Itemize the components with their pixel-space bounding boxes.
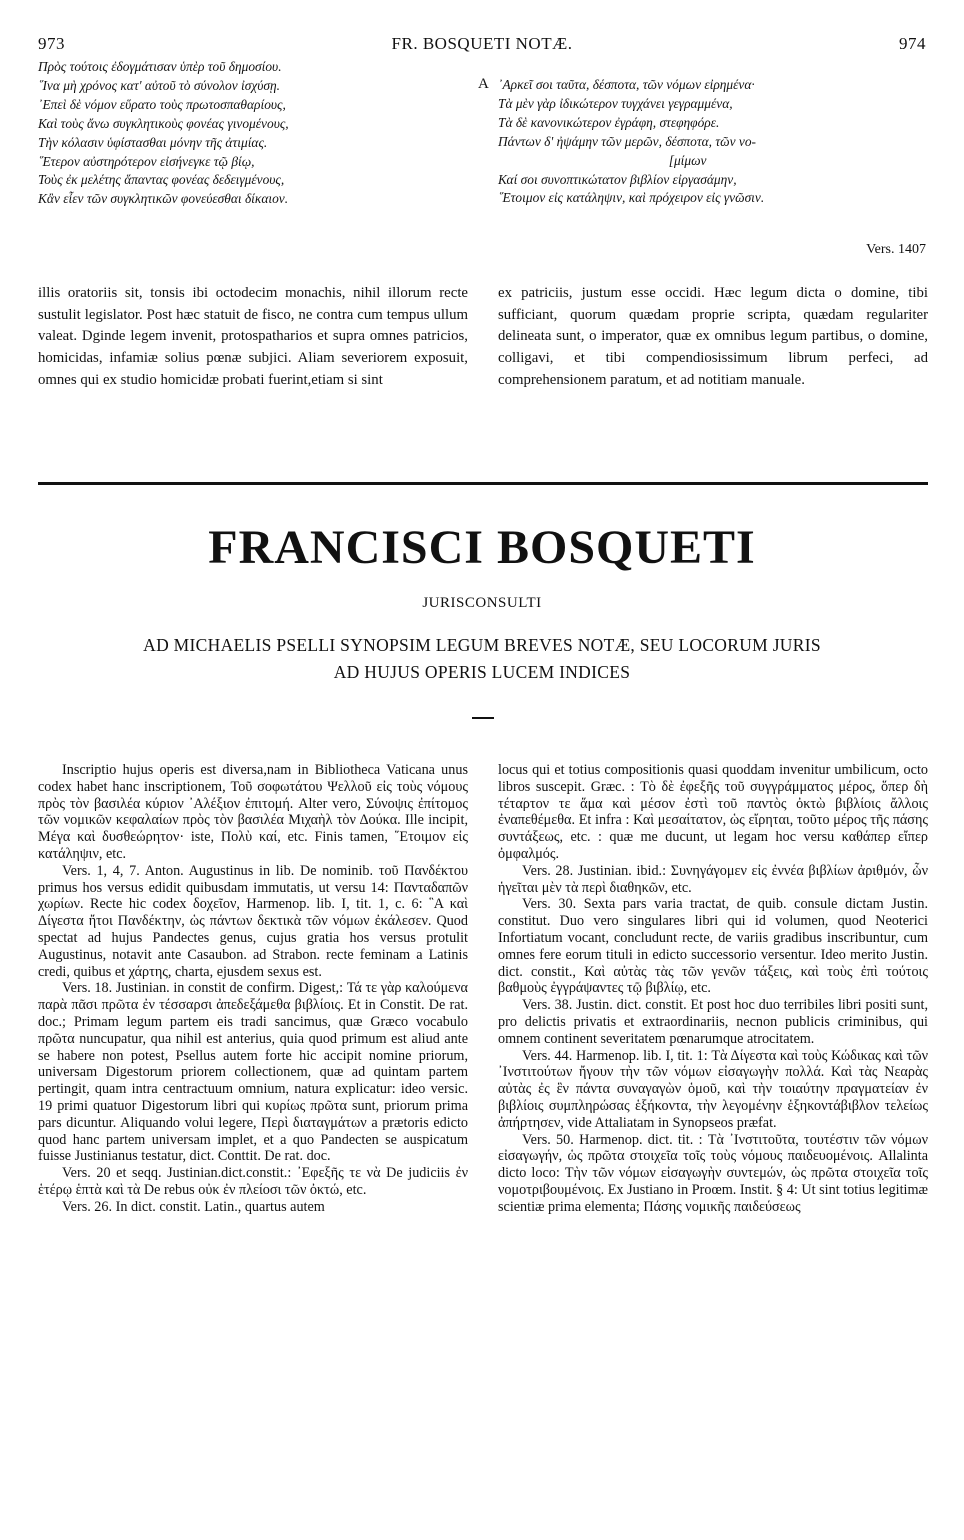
running-header: FR. BOSQUETI NOTÆ. [391, 34, 573, 53]
greek-verse-right: ᾿Αρκεῖ σοι ταῦτα, δέσποτα, τῶν νόμων εἰρημένα· Τὰ μὲν γὰρ ἰδικώτερον τυγχάνει γεγραμμένα, Τὰ δὲ κανονικώτερον ἐγράφη, στεφηφόρε. Πάντων δ' ἠψάμην τῶν μερῶν, δέσποτα, τῶν νο- [μίμων Καί σοι συνοπτικώτατον βιβλίον εἰργασάμην, ῞Ετοιμον εἰς κατάληψιν, καὶ πρόχειρον εἰς γνῶσιν. [498, 77, 765, 206]
section-divider [38, 482, 928, 485]
margin-letter-a: A [478, 76, 489, 92]
note-paragraph: Vers. 44. Harmenop. lib. I, tit. 1: Τὰ Δίγεστα καὶ τοὺς Κώδικας καὶ τῶν ᾿Ινστιτούτων ἤγουν τὴν τῶν νόμων εἰσαγωγὴν πολλά. Καὶ τὰς Νεαρὰς αὐτὰς ἐς ἓν πάντα συναγαγὼν ὁμοῦ, καὶ τὴν τοιαύτην πραγματείαν ἐν βιβλίοις συμπληρώσας ἑξήκοντα, τὴν λεγομένην ἑξηκοντάβιβλον τελείως ἀπήρτησεν, vide Attaliatam in Synopseos præfat. [498, 1047, 928, 1131]
verse-reference: Vers. 1407 [866, 242, 926, 257]
latin-translation-right: ex patriciis, justum esse occidi. Hæc legum dicta o domine, tibi sufficiant, quorum quædam proprie scripta, quædam regulariter delineata sunt, o imperator, quæ ex omnibus legum partibus, o domine, colligavi, et tibi compendiosissimum librum perfeci, ad comprehensionem paratum, et ad notitiam manuale. [498, 285, 928, 388]
note-paragraph: Vers. 50. Harmenop. dict. tit. : Τὰ ᾿Ινστιτοῦτα, τουτέστιν τῶν νόμων εἰσαγωγήν, ὡς πρῶτα στοιχεῖα τοῖς τοὺς νόμους παιδευομένοις. Allalinta dicto loco: Τὴν τῶν νόμων εἰσαγωγὴν συντεμών, ὡς πρῶτα στοιχεῖα τοῖς νομοτριβουμένοις. Ex Justiano in Proœm. Instit. § 4: Ut sint totius legitimæ scientiæ prima elementa; Πάσης νομικῆς παιδεύσεως [498, 1131, 928, 1215]
section-subtitle: JURISCONSULTI [422, 595, 542, 611]
page-number-left: 973 [38, 34, 65, 53]
greek-verse-left: Πρὸς τούτοις ἐδογμάτισαν ὑπὲρ τοῦ δημοσίου. ῞Ινα μὴ χρόνος κατ' αὐτοῦ τὸ σύνολον ἰσχύσῃ. ᾿Επεὶ δὲ νόμον εὕρατο τοὺς πρωτοσπαθαρίους, Καὶ τοὺς ἄνω συγκλητικοὺς φονέας γινομένους, Τὴν κόλασιν ὑφίστασθαι μόνην τῆς ἀτιμίας. ῞Ετερον αὐστηρότερον εἰσήνεγκε τῷ βίῳ, Τοὺς ἐκ μελέτης ἅπαντας φονέας δεδειγμένους, Κἂν εἶεν τῶν συγκλητικῶν φονεύεσθαι δίκαιον. [38, 59, 289, 207]
section-heading-line-2: AD HUJUS OPERIS LUCEM INDICES [333, 662, 631, 682]
note-paragraph: Vers. 18. Justinian. in constit de confirm. Digest,: Τά τε γὰρ καλούμενα παρὰ πᾶσι πρῶτα ἐν τέσσαρσι ἀπεδεξάμεθα βιβλίοις. Et in Constit. De rat. doc.; Primam legum partem eis tradi sancimus, quæ Græco vocabulo πρῶτα nuncupatur, qua nihil est anterius, quia quod primum est aliud ante se habere non potest, Psellus autem forte hic accipit nomine priorum, universam Digestorum priorem collectionem, quæ ad quintam partem pertingit, quam intra centractuum omnium, natura explicatur: ideo versic. 19 primi quatuor Digestorum libri qui κυρίως πρῶτα sunt, priorum prima pars dicuntur. Aliquando volui legere, Περὶ διαταγμάτων a prætoris edicto quod hanc partem universam implet, et a quo Pandecten se auspicatum fuisse Justinianus testatur, dict. Conttit. De rat. doc. [38, 980, 468, 1165]
note-paragraph: locus qui et totius compositionis quasi quoddam invenitur umbilicum, octo libros suscepit. Græc. : Τὸ δὲ ἐφεξῆς τοῦ συγγράμματος μέρος, ὅπερ δὴ τέταρτον τε ἅμα καὶ μέσον ἐστὶ τοῦ παντὸς ὀκτὼ βιβλίοις ἄλλοις ἐναπεθέμεθα. Et infra : Καὶ μεσαίτατον, ὡς εἴρηται, τοῦτο μέρος τῆς πάσης συντάξεως, etc. : quæ me ducunt, ut legam hoc versu καθάπερ εἴπερ ὀμφαλμός. [498, 762, 928, 862]
note-paragraph: Inscriptio hujus operis est diversa,nam in Bibliotheca Vaticana unus codex habet hanc inscriptionem, Τοῦ σοφωτάτου Ψελλοῦ εἰς τοὺς νόμους πρὸς τὸν βασιλέα κύριον ᾿Αλέξιον ἐπιτομή. Alter vero, Σύνοψις ἐπίτομος τῶν νομικῶν κεφαλαίων πρὸς τὸν βασιλέα Μιχαὴλ τὸν Δούκα. Ille incipit, Μέγα καὶ δυσθεώρητον· iste, Πολὺ καί, etc. Finis tamen, ῞Ετοιμον εἰς κατάληψιν, etc. [38, 762, 468, 862]
notes-column-left [38, 762, 468, 1216]
latin-translation-left: illis oratoriis sit, tonsis ibi octodecim monachis, nihil illorum recte sustulit legislator. Post hæc statuit de fisco, ne contra cum tempus ullum valeat. Dginde legem invenit, protospatharios et supra omnes patricios, homicidas, infamiæ solius pœnæ subjici. Aliam severiorem exposuit, omnes qui ex studio homicidæ probati fuerint,etiam si sint [38, 285, 468, 388]
note-paragraph: Vers. 20 et seqq. Justinian.dict.constit.: ᾿Εφεξῆς τε νὰ De judiciis ἐν ἑτέρῳ ἑπτὰ καὶ τὰ De rebus οὐκ ἐν πλείοσι τῶν ὀκτώ, etc. [38, 1165, 468, 1198]
note-paragraph: Vers. 26. In dict. constit. Latin., quartus autem [62, 1198, 325, 1215]
notes-column-right [498, 762, 928, 1216]
page-number-right: 974 [899, 34, 926, 53]
note-paragraph: Vers. 1, 4, 7. Anton. Augustinus in lib. De nominib. τοῦ Πανδέκτου primus hos versus edidit quibusdam immutatis, ut versu 14: Πανταδαπῶν χωρίων. Recte hic codex δοχεῖον, Harmenop. lib. I, tit. 1, c. 6: ῝Α καὶ Δίγεστα ἤτοι Πανδέκτην, ὡς πάντων δεκτικὰ τῶν νόμων ἐκάλεσεν. Quod spectat ad hujus Pandectes genus, cujus gratia hos versus protulit Augustinus, notavit ante Casaubon. ad Strabon. recte feminam a Latinis credi, quibus et χάρτης, charta, ejusdem sexus est. [38, 862, 468, 980]
note-paragraph: Vers. 38. Justin. dict. constit. Et post hoc duo terribiles libri positi sunt, pro delictis privatis et extraordinariis, necnon publicis criminibus, qui omnem continent severitatem pœnarumque atrocitatem. [498, 997, 928, 1047]
note-paragraph: Vers. 30. Sexta pars varia tractat, de quib. consule dictam Justin. constitut. Duo vero singulares libri qui id volumen, quod Neoterici Infortiatum vocant, concludunt recte, de variis gradibus inscribuntur, cum omnes fere eorum tituli in edicto successorio versentur. Ideo merito Justin. dict. constit., Καὶ αὐτὰς τὰς τῶν γενῶν τάξεις, καὶ τοὺς ἐπὶ τούτοις βαθμοὺς ἐγγράψαντες τῷ βιβλίῳ, etc. [498, 896, 928, 997]
section-heading-line-1: AD MICHAELIS PSELLI SYNOPSIM LEGUM BREVES NOTÆ, SEU LOCORUM JURIS [143, 635, 821, 655]
section-title: FRANCISCI BOSQUETI [208, 521, 756, 574]
short-dash-divider [472, 717, 494, 719]
note-paragraph: Vers. 28. Justinian. ibid.: Συνηγάγομεν εἰς ἐννέα βιβλίων ἀριθμόν, ὧν ἡγεῖται μὲν τὰ περὶ διαθηκῶν, etc. [498, 862, 928, 896]
